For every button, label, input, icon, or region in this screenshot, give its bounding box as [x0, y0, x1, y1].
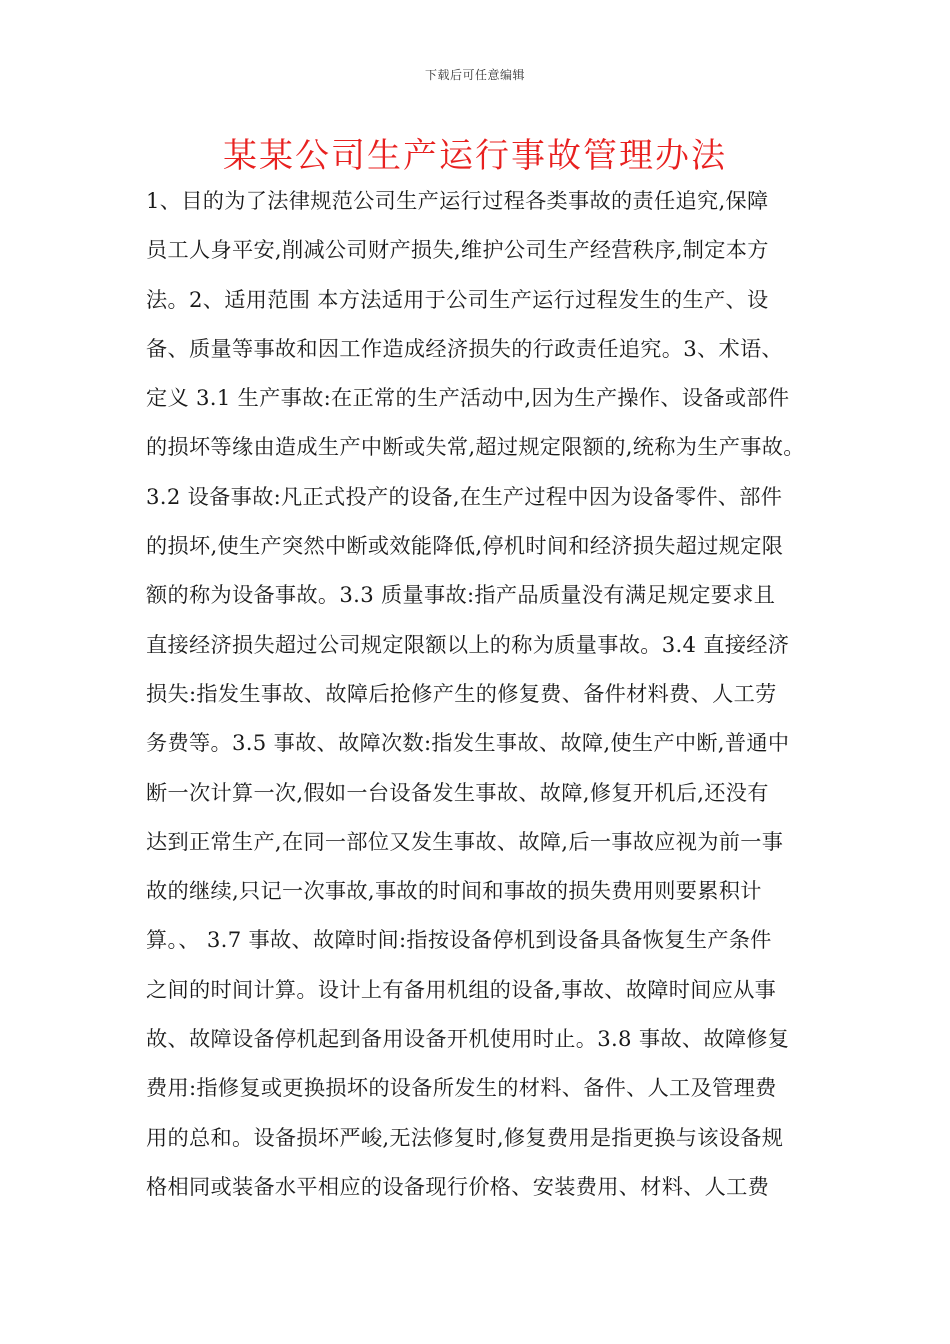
body-line: 达到正常生产,在同一部位又发生事故、故障,后一事故应视为前一事 — [146, 828, 784, 854]
body-line: 额的称为设备事故。3.3 质量事故:指产品质量没有满足规定要求且 — [146, 582, 776, 608]
body-line: 1、目的为了法律规范公司生产运行过程各类事故的责任追究,保障 — [146, 188, 769, 213]
body-line: 备、质量等事故和因工作造成经济损失的行政责任追究。3、术语、 — [146, 335, 783, 361]
body-line: 用的总和。设备损坏严峻,无法修复时,修复费用是指更换与该设备规 — [146, 1124, 784, 1150]
body-line: 故、故障设备停机起到备用设备开机使用时止。3.8 事故、故障修复 — [146, 1026, 790, 1052]
body-line: 格相同或装备水平相应的设备现行价格、安装费用、材料、人工费 — [146, 1173, 770, 1199]
body-line: 的损坏等缘由造成生产中断或失常,超过规定限额的,统称为生产事故。 — [146, 434, 805, 460]
document-title: 某某公司生产运行事故管理办法 — [223, 136, 727, 176]
body-line: 3.2 设备事故:凡正式投产的设备,在生产过程中因为设备零件、部件 — [146, 483, 783, 509]
header-note: 下载后可任意编辑 — [424, 68, 525, 82]
body-line: 直接经济损失超过公司规定限额以上的称为质量事故。3.4 直接经济 — [146, 631, 790, 657]
body-line: 定义 3.1 生产事故:在正常的生产活动中,因为生产操作、设备或部件 — [146, 385, 790, 411]
document-body — [146, 184, 826, 1219]
body-line: 算。、 3.7 事故、故障时间:指按设备停机到设备具备恢复生产条件 — [146, 927, 772, 953]
body-line: 故的继续,只记一次事故,事故的时间和事故的损失费用则要累积计 — [146, 878, 762, 904]
body-line: 的损坏,使生产突然中断或效能降低,停机时间和经济损失超过规定限 — [146, 533, 784, 559]
body-line: 务费等。3.5 事故、故障次数:指发生事故、故障,使生产中断,普通中 — [146, 730, 790, 756]
body-line: 之间的时间计算。设计上有备用机组的设备,事故、故障时间应从事 — [146, 976, 777, 1002]
body-line: 断一次计算一次,假如一台设备发生事故、故障,修复开机后,还没有 — [146, 779, 769, 805]
body-line: 损失:指发生事故、故障后抢修产生的修复费、备件材料费、人工劳 — [146, 680, 777, 706]
body-line: 员工人身平安,削减公司财产损失,维护公司生产经营秩序,制定本方 — [146, 237, 769, 263]
body-line: 费用:指修复或更换损坏的设备所发生的材料、备件、人工及管理费 — [146, 1075, 777, 1101]
body-line: 法。2、适用范围 本方法适用于公司生产运行过程发生的生产、设 — [146, 286, 769, 312]
